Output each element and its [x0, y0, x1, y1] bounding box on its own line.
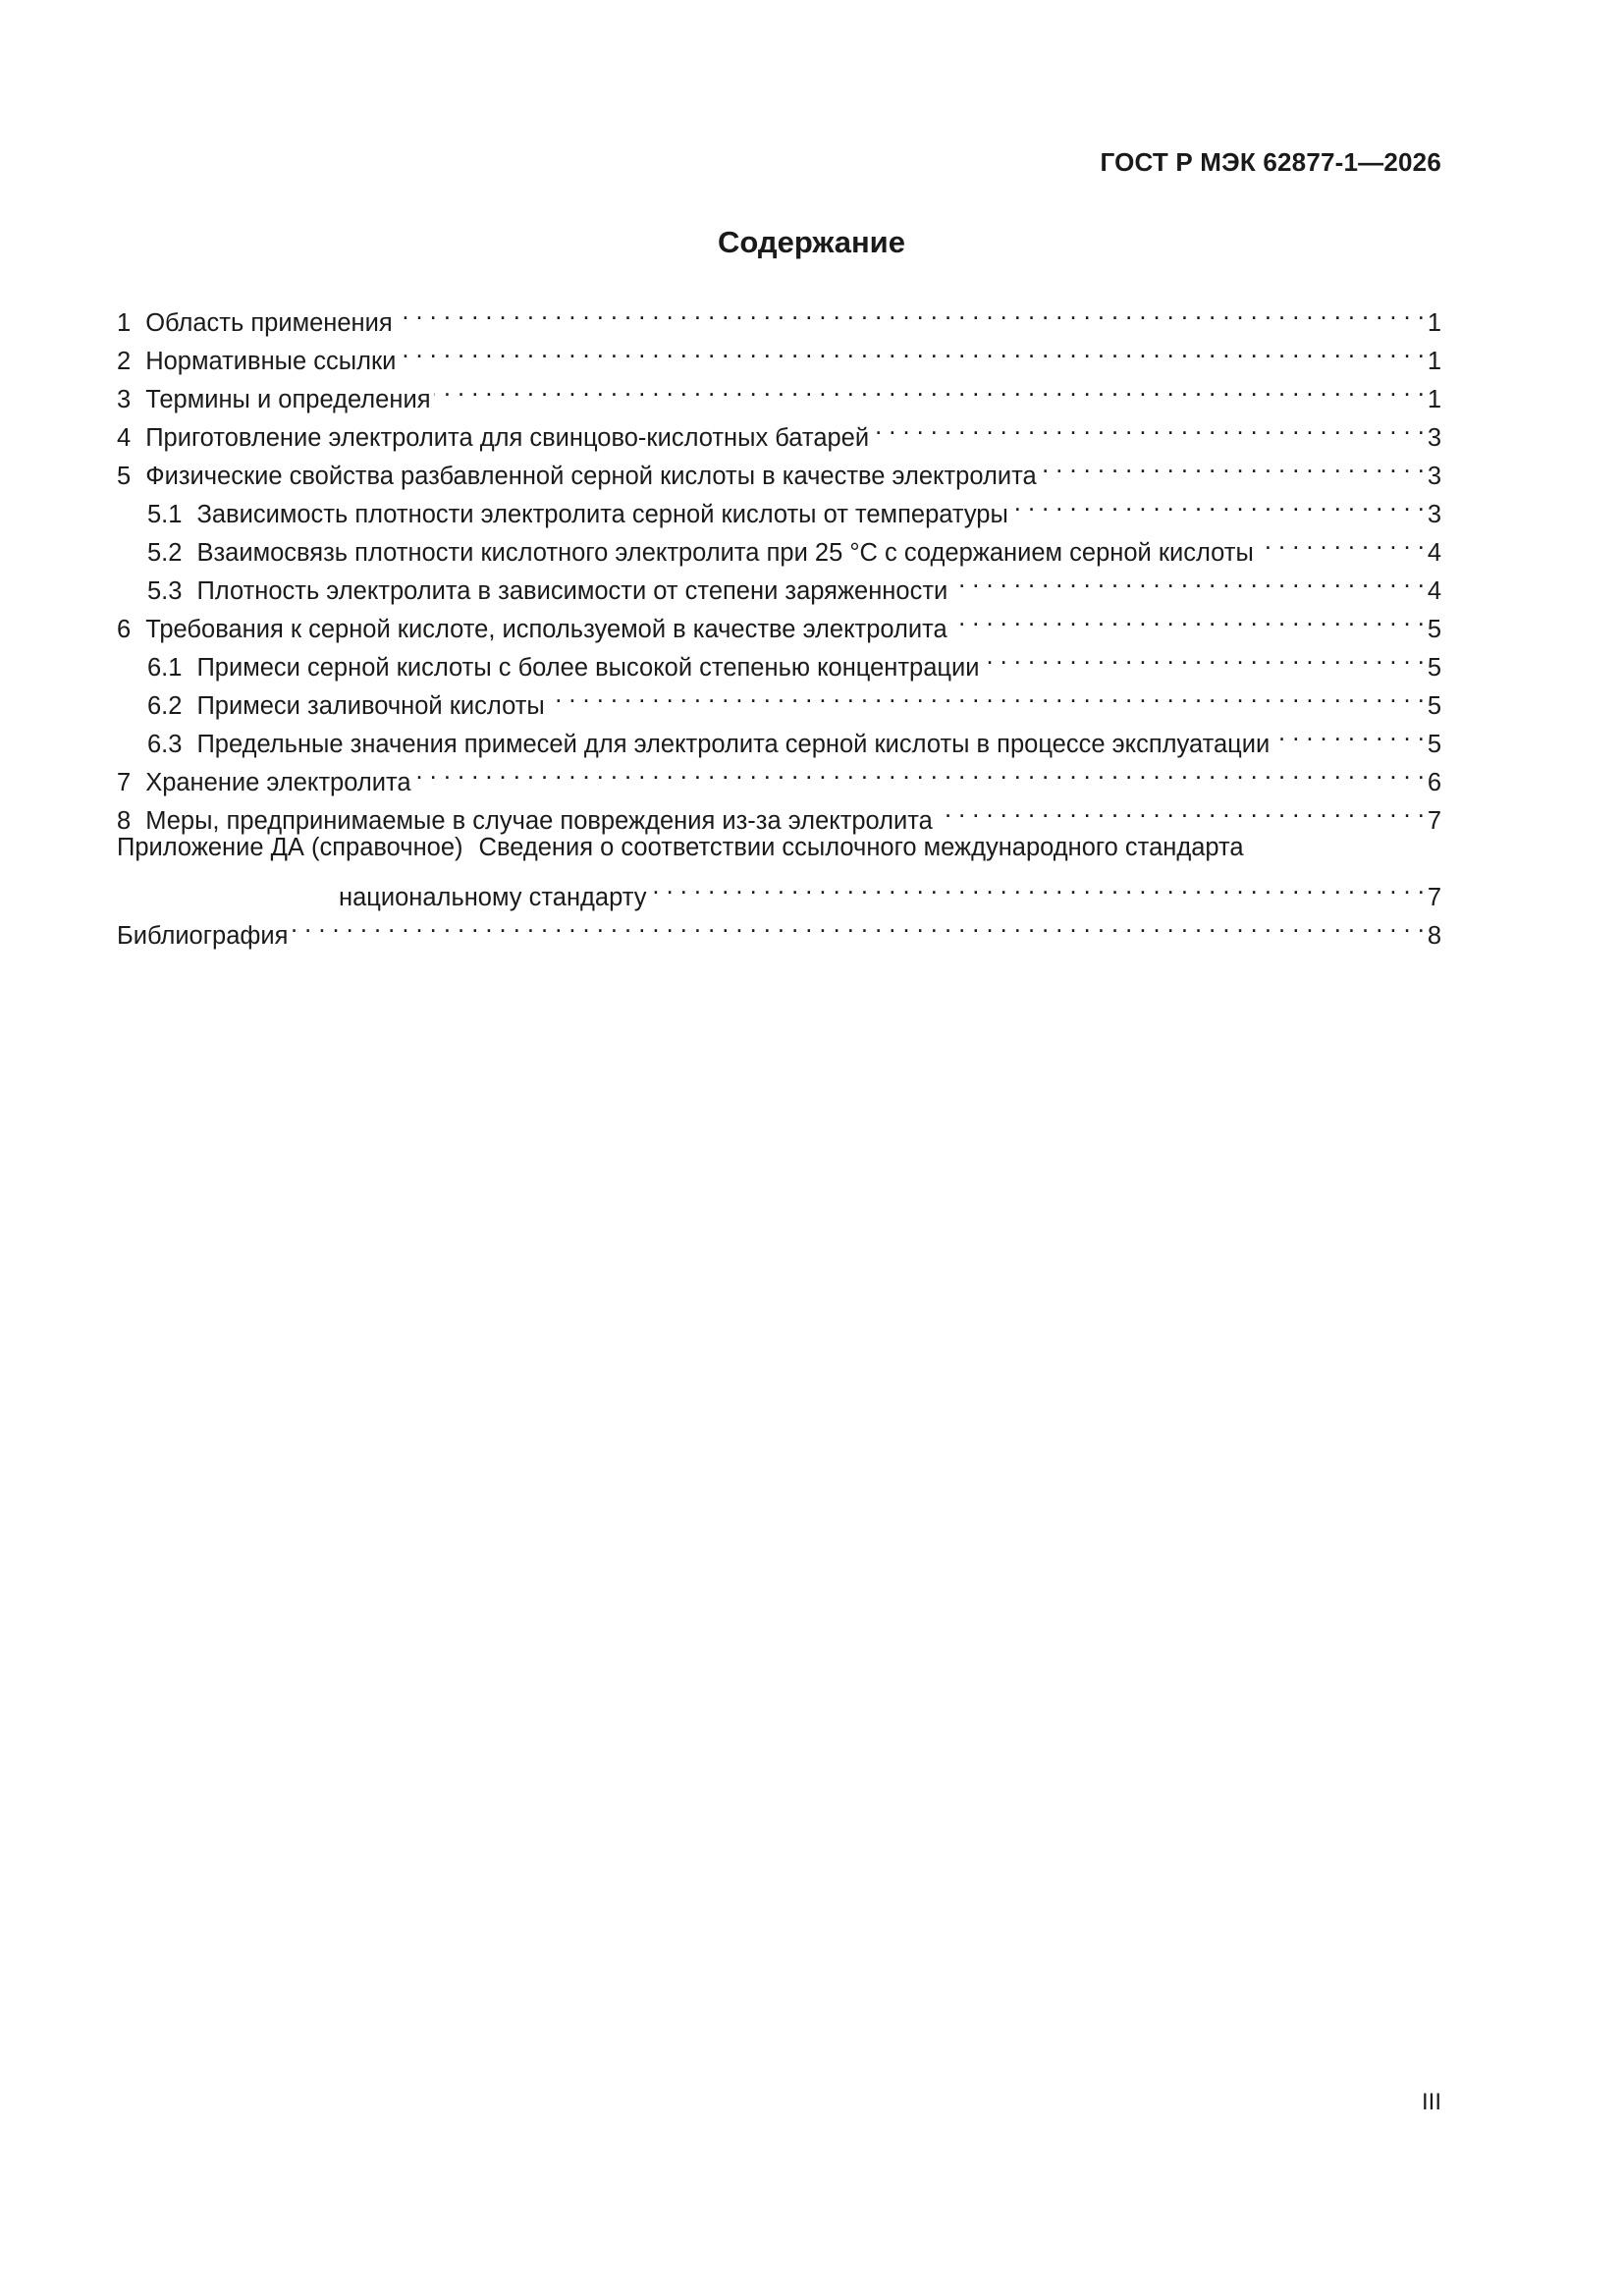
toc-entry-title: Требования к серной кислоте, используемой в качестве электролита: [145, 616, 947, 643]
dot-leader: [1257, 522, 1425, 561]
annex-title-line2: национальному стандарту: [339, 884, 647, 911]
toc-entry-title: Нормативные ссылки: [145, 348, 397, 375]
toc-entry-page: 3: [1427, 463, 1441, 490]
dot-leader: [649, 867, 1424, 905]
toc-entry-number: 5.1: [147, 501, 183, 528]
toc-entry-title: Физические свойства разбавленной серной кислоты в качестве электролита: [145, 463, 1037, 490]
dot-leader: [983, 637, 1425, 676]
dot-leader: [1011, 484, 1425, 522]
toc-entry-page: 7: [1427, 884, 1441, 911]
toc-entry-title: Зависимость плотности электролита серной кислоты от температуры: [196, 501, 1008, 528]
dot-leader: [1272, 714, 1425, 752]
toc-entry-number: 4: [117, 424, 132, 452]
toc-entry-page: 8: [1427, 922, 1441, 950]
dot-leader: [950, 599, 1425, 637]
toc-entry-number: 1: [117, 309, 132, 337]
table-of-contents: [117, 293, 1441, 950]
toc-entry-page: 1: [1427, 309, 1441, 337]
dot-leader: [936, 791, 1425, 829]
toc-entry-number: 7: [117, 769, 132, 796]
toc-entry-title: Плотность электролита в зависимости от степени заряженности: [196, 577, 948, 605]
annex-label: Приложение ДА (справочное): [117, 834, 463, 861]
toc-annex-entry-continuation[interactable]: [117, 867, 1441, 911]
toc-entry-title: Предельные значения примесей для электролита серной кислоты в процессе эксплуатации: [196, 731, 1271, 758]
toc-entry-page: 4: [1427, 577, 1441, 605]
toc-entry-page: 1: [1427, 386, 1441, 413]
toc-entry-page: 1: [1427, 348, 1441, 375]
toc-entry-title: Библиография: [117, 922, 289, 950]
toc-entry-page: 6: [1427, 769, 1441, 796]
toc-entry-number: 6: [117, 616, 132, 643]
dot-leader: [399, 331, 1424, 369]
toc-entry-number: 5.2: [147, 539, 183, 567]
dot-leader: [548, 676, 1425, 714]
toc-entry-number: 5: [117, 463, 132, 490]
toc-entry-page: 5: [1427, 692, 1441, 720]
toc-entry-number: 8: [117, 807, 132, 835]
dot-leader: [414, 752, 1425, 791]
document-id: ГОСТ Р МЭК 62877-1—2026: [1100, 147, 1441, 177]
toc-entry-number: 2: [117, 348, 132, 375]
toc-entry-title: Примеси серной кислоты с более высокой степенью концентрации: [196, 654, 980, 682]
dot-leader: [950, 561, 1425, 599]
page-title: Содержание: [718, 225, 905, 259]
toc-entry-title: Примеси заливочной кислоты: [196, 692, 545, 720]
dot-leader: [1040, 446, 1425, 484]
toc-entry-page: 5: [1427, 616, 1441, 643]
toc-annex-entry[interactable]: [117, 829, 1441, 867]
toc-entry[interactable]: [117, 293, 1441, 337]
page-number: III: [1421, 2089, 1441, 2115]
toc-entry-page: 3: [1427, 424, 1441, 452]
toc-entry-page: 4: [1427, 539, 1441, 567]
dot-leader: [291, 905, 1424, 944]
toc-entry-page: 5: [1427, 654, 1441, 682]
toc-entry-number: 5.3: [147, 577, 183, 605]
dot-leader: [396, 293, 1425, 331]
dot-leader: [434, 369, 1425, 408]
toc-entry-number: 6.1: [147, 654, 183, 682]
toc-entry-page: 7: [1427, 807, 1441, 835]
dot-leader: [872, 408, 1425, 446]
toc-entry-title: Хранение электролита: [145, 769, 411, 796]
toc-entry-page: 3: [1427, 501, 1441, 528]
toc-bibliography-entry[interactable]: [117, 905, 1441, 950]
toc-entry-number: 6.3: [147, 731, 183, 758]
toc-entry-title: Взаимосвязь плотности кислотного электролита при 25 °С с содержанием серной кислоты: [196, 539, 1254, 567]
annex-title-line1: Сведения о соответствии ссылочного международного стандарта: [478, 834, 1244, 861]
toc-entry-number: 6.2: [147, 692, 183, 720]
toc-entry-title: Меры, предпринимаемые в случае повреждения из-за электролита: [145, 807, 933, 835]
toc-entry-page: 5: [1427, 731, 1441, 758]
toc-entry-title: Область применения: [145, 309, 393, 337]
toc-entry-number: 3: [117, 386, 132, 413]
toc-entry-title: Приготовление электролита для свинцово-кислотных батарей: [145, 424, 870, 452]
toc-entry-title: Термины и определения: [145, 386, 431, 413]
